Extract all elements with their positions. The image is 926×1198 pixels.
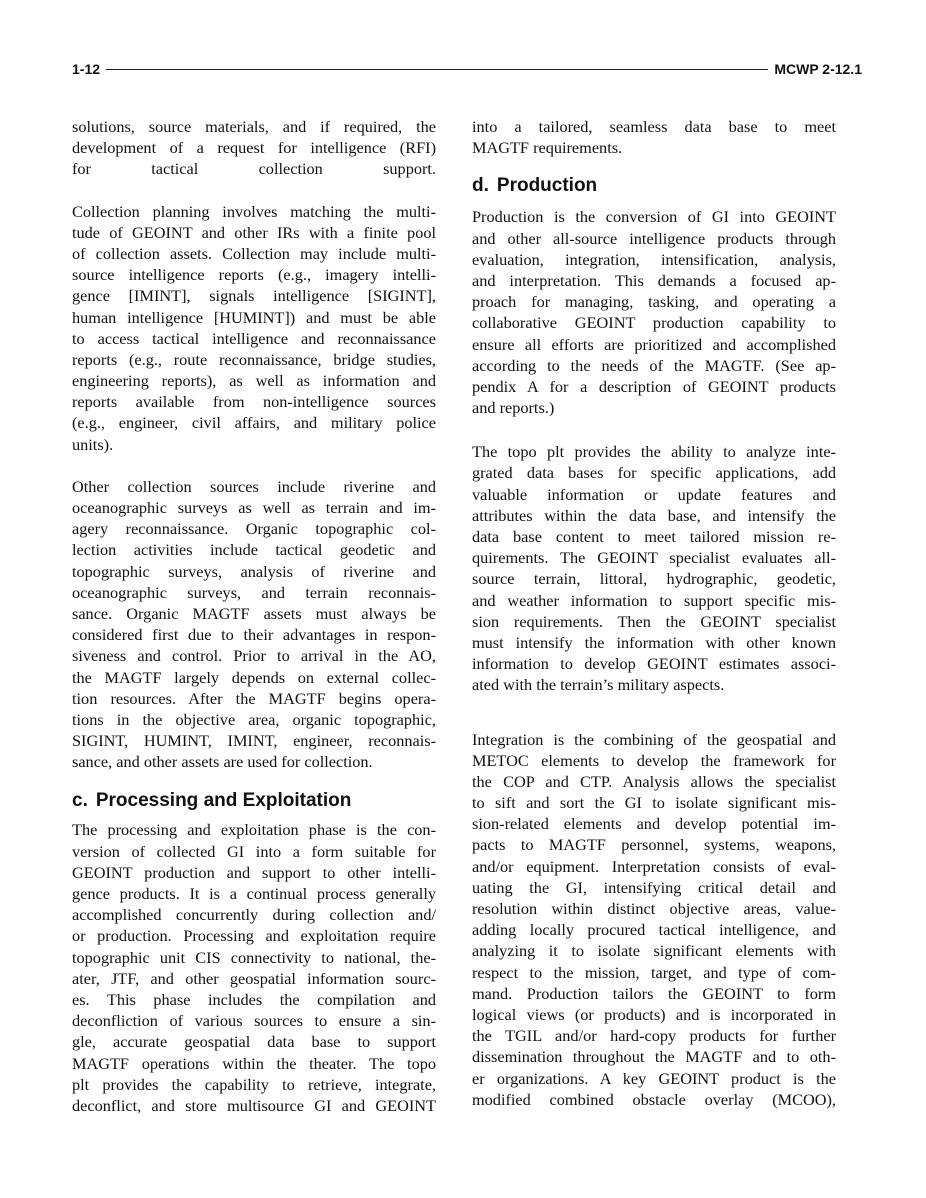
text-line: sance, and other assets are used for collection. — [72, 752, 373, 772]
text-line: accomplished concurrently during collection and/ — [72, 905, 436, 925]
text-line: ensure all efforts are prioritized and accomplished — [472, 334, 836, 354]
text-line: (e.g., engineer, civil affairs, and military police — [72, 413, 436, 433]
text-line: ater, JTF, and other geospatial information sourc- — [72, 968, 436, 988]
text-line: to sift and sort the GI to isolate significant mis- — [472, 793, 836, 813]
text-line: version of collected GI into a form suitable for — [72, 841, 436, 861]
text-line: logical views (or products) and is incorporated in — [472, 1004, 836, 1024]
text-line: information to develop GEOINT estimates associ- — [472, 654, 836, 674]
paragraph — [472, 441, 836, 695]
text-line: reports available from non-intelligence sources — [72, 392, 436, 412]
text-line: er organizations. A key GEOINT product is the — [472, 1068, 836, 1088]
page-number: 1-12 — [72, 61, 101, 77]
text-line: tion resources. After the MAGTF begins opera- — [72, 688, 436, 708]
section-title: Production — [496, 175, 598, 197]
text-line: gence [IMINT], signals intelligence [SIGINT], — [72, 286, 436, 306]
text-line: grated data bases for specific applications, add — [472, 463, 836, 483]
text-line: Integration is the combining of the geospatial and — [472, 729, 836, 749]
text-line: source intelligence reports (e.g., imagery intelli- — [72, 265, 436, 285]
text-line: and/or equipment. Interpretation consists of eval- — [472, 856, 836, 876]
text-line: the COP and CTP. Analysis allows the specialist — [472, 771, 836, 791]
text-line: gence products. It is a continual process generally — [72, 884, 436, 903]
left-column — [72, 116, 436, 1116]
text-line: es. This phase includes the compilation and — [72, 989, 436, 1009]
text-line: collaborative GEOINT production capability to — [472, 313, 836, 333]
text-line: oceanographic surveys, and terrain reconnais- — [72, 582, 436, 602]
text-line: must intensify the information with other known — [472, 632, 836, 652]
text-line: data base content to meet tailored mission re- — [472, 527, 836, 546]
text-line: and interpretation. This demands a focused ap- — [472, 270, 836, 290]
text-line: tions in the objective area, organic topographic, — [72, 709, 436, 729]
text-line: tude of GEOINT and other IRs with a finite pool — [72, 222, 436, 242]
text-line: adding locally procured tactical intelligence, and — [472, 920, 836, 940]
text-line: for tactical collection support. — [72, 159, 436, 179]
text-line: to access tactical intelligence and reconnaissance — [72, 328, 436, 348]
text-line: valuable information or update features and — [472, 484, 836, 504]
text-line: SIGINT, HUMINT, IMINT, engineer, reconnais- — [72, 731, 436, 751]
text-line: source terrain, littoral, hydrographic, geodetic, — [472, 569, 836, 589]
text-line: the MAGTF largely depends on external collec- — [72, 667, 436, 687]
text-line: ated with the terrain’s military aspects. — [472, 675, 725, 695]
text-line: quirements. The GEOINT specialist evaluates all- — [472, 548, 836, 568]
section-letter: d. — [472, 175, 489, 197]
paragraph — [472, 206, 836, 418]
text-line: and other all-source intelligence products through — [472, 228, 836, 248]
text-line: into a tailored, seamless data base to meet — [472, 117, 836, 136]
text-line: and reports.) — [472, 398, 555, 418]
text-line: evaluation, integration, intensification, analysis, — [472, 249, 836, 269]
text-line: deconflict, and store multisource GI and GEOINT — [72, 1095, 436, 1115]
paragraph — [72, 476, 436, 773]
text-line: sion requirements. Then the GEOINT specialist — [472, 611, 836, 631]
text-line: agery reconnaissance. Organic topographic col- — [72, 519, 436, 539]
text-line: oceanographic surveys as well as terrain and im- — [72, 498, 436, 517]
text-line: Collection planning involves matching the multi- — [72, 201, 436, 221]
text-line: GEOINT production and support to other intelli- — [72, 862, 436, 882]
text-line: sion-related elements and develop potential im- — [472, 814, 836, 834]
paragraph — [472, 116, 836, 158]
text-line: gle, accurate geospatial data base to support — [72, 1032, 436, 1052]
text-line: engineering reports), as well as information and — [72, 371, 436, 391]
section-heading-d — [472, 174, 836, 198]
text-line: METOC elements to develop the framework for — [472, 750, 836, 770]
text-line: uating the GI, intensifying critical detail and — [472, 877, 836, 897]
text-line: or production. Processing and exploitation require — [72, 926, 436, 946]
text-line: pacts to MAGTF personnel, systems, weapons, — [472, 835, 836, 855]
right-column — [472, 116, 836, 1110]
header-rule — [106, 69, 768, 70]
paragraph — [72, 116, 436, 180]
document-id: MCWP 2-12.1 — [774, 61, 862, 77]
section-heading-c — [72, 789, 436, 813]
text-line: mand. Production tailors the GEOINT to form — [472, 983, 836, 1003]
text-line: siveness and control. Prior to arrival in the AO, — [72, 646, 436, 666]
text-line: plt provides the capability to retrieve, integrate, — [72, 1074, 436, 1094]
text-line: the TGIL and/or hard-copy products for further — [472, 1026, 836, 1046]
text-line: Production is the conversion of GI into GEOINT — [472, 207, 836, 227]
text-line: and weather information to support specific mis- — [472, 590, 836, 610]
text-line: development of a request for intelligence (RFI) — [72, 138, 436, 158]
text-line: analyzing it to isolate significant elements with — [472, 941, 836, 961]
text-line: topographic unit CIS connectivity to national, the- — [72, 947, 436, 967]
text-line: attributes within the data base, and intensify the — [472, 505, 836, 525]
text-line: respect to the mission, target, and type of com- — [472, 962, 836, 982]
text-line: MAGTF requirements. — [472, 138, 623, 158]
text-line: sance. Organic MAGTF assets must always be — [72, 603, 436, 623]
text-line: units). — [72, 434, 114, 454]
text-line: dissemination throughout the MAGTF and to oth- — [472, 1047, 836, 1067]
paragraph — [72, 819, 436, 1116]
text-line: of collection assets. Collection may include multi- — [72, 243, 436, 263]
section-letter: c. — [72, 790, 88, 812]
text-line: considered first due to their advantages in respon- — [72, 625, 436, 645]
text-line: Other collection sources include riverine and — [72, 476, 436, 496]
text-line: proach for managing, tasking, and operating a — [472, 292, 836, 312]
paragraph — [472, 729, 836, 1110]
text-line: The processing and exploitation phase is the con- — [72, 820, 436, 840]
text-line: resolution within distinct objective areas, value- — [472, 899, 836, 918]
text-line: lection activities include tactical geodetic and — [72, 540, 436, 560]
text-line: solutions, source materials, and if required, the — [72, 117, 436, 136]
text-line: modified combined obstacle overlay (MCOO), — [472, 1089, 836, 1109]
section-title: Processing and Exploitation — [95, 790, 352, 812]
text-line: according to the needs of the MAGTF. (See ap- — [472, 355, 836, 375]
text-line: deconfliction of various sources to ensure a sin- — [72, 1011, 436, 1031]
text-line: topographic surveys, analysis of riverine and — [72, 561, 436, 581]
text-line: MAGTF operations within the theater. The topo — [72, 1053, 436, 1073]
text-line: reports (e.g., route reconnaissance, bridge studies, — [72, 349, 436, 369]
paragraph — [72, 201, 436, 455]
page-header — [72, 58, 862, 80]
text-line: human intelligence [HUMINT]) and must be able — [72, 307, 436, 327]
text-line: The topo plt provides the ability to analyze inte- — [472, 442, 836, 462]
text-line: pendix A for a description of GEOINT products — [472, 376, 836, 396]
